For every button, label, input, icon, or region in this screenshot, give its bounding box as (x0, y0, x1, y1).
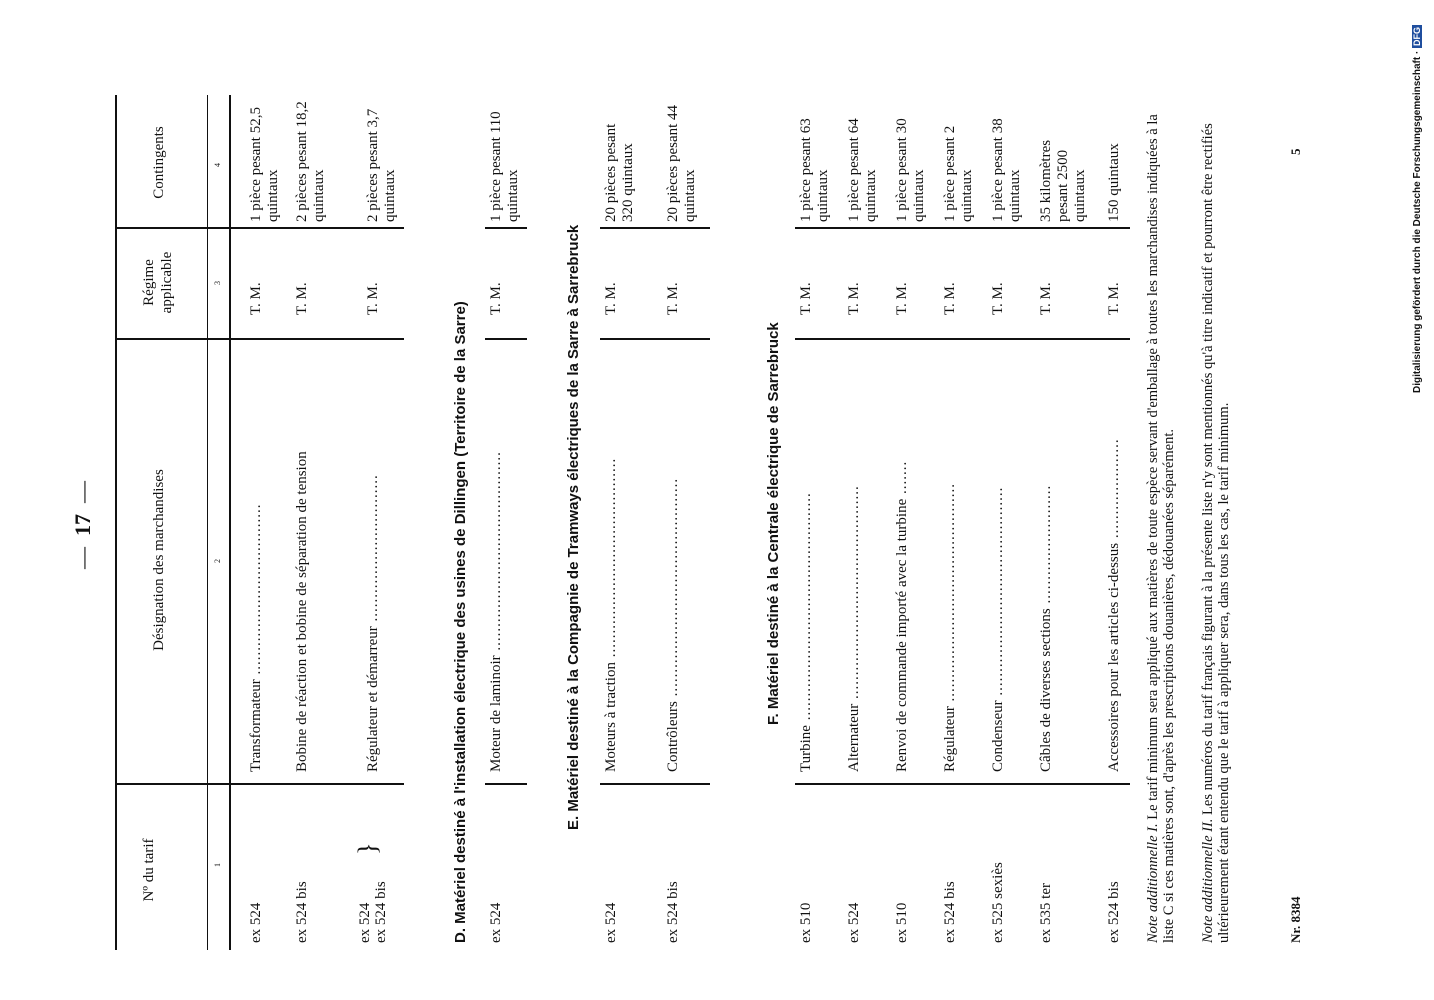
section-f-title: F. Matériel destiné à la Centrale électrique de Sarrebruck (765, 322, 782, 725)
designation: Accessoires pour les articles ci-dessus ..................... (1106, 438, 1122, 772)
table-row (248, 95, 288, 955)
regime: T. M. (990, 282, 1006, 315)
col-divider-d3 (485, 228, 527, 230)
col-divider-3b (229, 228, 404, 230)
footer-signature: 5 (1288, 148, 1303, 155)
designation: Câbles de diverses sections ......................... (1038, 484, 1054, 772)
tariff-number: ex 524 bis (665, 881, 681, 943)
note2-label: Note additionnelle II. (1200, 818, 1216, 943)
dfg-logo: DFG (1412, 26, 1422, 46)
col-divider-d1 (485, 784, 527, 786)
col-divider-1b (229, 784, 404, 786)
regime: T. M. (1106, 282, 1122, 315)
tariff-number: ex 524 bis (1106, 881, 1122, 943)
tariff-number: ex 524 (488, 902, 504, 943)
tariff-number: ex 535 ter (1038, 883, 1054, 943)
table-header-rule (207, 95, 208, 950)
regime: T. M. (942, 282, 958, 315)
col-divider-e3 (600, 228, 710, 230)
tariff-number: ex 524 bis (294, 881, 310, 943)
colno-1: 1 (213, 863, 222, 867)
brace: } (353, 842, 382, 855)
designation: Régulateur et démarreur ............................... (365, 474, 381, 772)
tariff-number: ex 524 ex 524 bis (357, 881, 389, 943)
rotated-content (60, 95, 1360, 955)
contingent: 1 pièce pesant 30 quintaux (894, 118, 927, 222)
tariff-number: ex 524 (846, 902, 862, 943)
tariff-number: ex 524 bis (942, 881, 958, 943)
page-number: — 17 — (70, 481, 95, 569)
contingent: 20 pièces pesant 320 quintaux (603, 123, 636, 222)
note1-label: Note additionnelle I. (1145, 823, 1161, 943)
regime: T. M. (1038, 282, 1054, 315)
col-divider-f2 (795, 339, 1130, 341)
contingent: 1 pièce pesant 38 quintaux (990, 118, 1023, 222)
regime: T. M. (846, 282, 862, 315)
regime: T. M. (894, 282, 910, 315)
regime: T. M. (798, 282, 814, 315)
regime: T. M. (248, 282, 264, 315)
designation: Moteur de laminoir .......................................... (488, 451, 504, 772)
tariff-number: ex 525 sexiès (990, 862, 1006, 943)
note2-text: Les numéros du tarif français figurant à la présente liste n'y sont mentionnés qu'à titre indicatif et pourront être rectifiés ultérieurement étant entendu que le tarif à appliquer sera, dans tous les cas, le tarif minimum. (1200, 123, 1232, 943)
table-row (294, 95, 334, 955)
contingent: 35 kilomètres pesant 2500 quintaux (1038, 139, 1088, 222)
designation: Turbine ................................................ (798, 492, 814, 772)
contingent: 1 pièce pesant 52,5 quintaux (248, 107, 281, 222)
regime: T. M. (294, 282, 310, 315)
designation: Renvoi de commande importé avec la turbine ....... (894, 460, 910, 772)
colno-2: 2 (213, 559, 222, 563)
designation: Alternateur ............................................. (846, 485, 862, 772)
section-e-title: E. Matériel destiné à la Compagnie de Tramways électriques de la Sarre à Sarrebruck (565, 224, 582, 830)
tariff-number: ex 510 (894, 902, 910, 943)
tariff-number: ex 510 (798, 902, 814, 943)
col-divider-e2 (600, 339, 710, 341)
section-d-title: D. Matériel destiné à l'installation électrique des usines de Dillingen (Territoire de la Sarre) (452, 301, 469, 943)
designation: Condenseur ............................................ (990, 486, 1006, 772)
regime: T. M. (488, 282, 504, 315)
col-divider-f3 (795, 228, 1130, 230)
regime: T. M. (665, 282, 681, 315)
contingent: 1 pièce pesant 64 quintaux (846, 118, 879, 222)
tariff-number: ex 524 (603, 902, 619, 943)
regime: T. M. (603, 282, 619, 315)
footer-reference: Nr. 8384 (1288, 896, 1303, 943)
table-colno-rule (229, 95, 231, 950)
col-divider-e1 (600, 784, 710, 786)
header-tariff: Nº du tarif (141, 838, 157, 902)
header-contingents: Contingents (151, 126, 167, 199)
col-divider-2b (229, 339, 404, 341)
table-top-rule (115, 95, 117, 950)
designation: Contrôleurs .............................................. (665, 477, 681, 772)
contingent: 1 pièce pesant 2 quintaux (942, 125, 975, 222)
header-designation: Désignation des marchandises (151, 469, 167, 651)
note-additionnelle-1 (1145, 98, 1177, 943)
col-divider-d2 (485, 339, 527, 341)
designation: Régulateur .............................................. (942, 482, 958, 772)
contingent: 1 pièce pesant 110 quintaux (488, 111, 521, 222)
designation: Transformateur .................................... (248, 503, 264, 772)
colno-3: 3 (213, 281, 222, 285)
note1-text: Le tarif minimum sera appliqué aux matières de toute espèce servant d'emballage à toutes les marchandises indiquées à la liste C si ces matières sont, d'après les prescriptions douanières, dédouanées séparément. (1145, 114, 1177, 943)
contingent: 2 pièces pesant 3,7 quintaux (365, 108, 398, 222)
contingent: 20 pièces pesant 44 quintaux (665, 104, 698, 222)
header-regime: Régime applicable (141, 251, 175, 314)
col-divider-f1 (795, 784, 1130, 786)
designation: Bobine de réaction et bobine de séparation de tension (294, 451, 310, 772)
table-row (353, 95, 405, 955)
tariff-number: ex 524 (248, 902, 264, 943)
note-additionnelle-2 (1200, 98, 1232, 943)
credit-text: Digitalisierung gefördert durch die Deutsche Forschungsgemeinschaft (1412, 56, 1423, 393)
designation: Moteurs à traction .......................................... (603, 457, 619, 772)
contingent: 1 pièce pesant 63 quintaux (798, 118, 831, 222)
colno-4: 4 (213, 163, 222, 167)
contingent: 2 pièces pesant 18,2 quintaux (294, 101, 327, 222)
regime: T. M. (365, 282, 381, 315)
digitization-credit: Digitalisierung gefördert durch die Deutsche Forschungsgemeinschaft · DFG (1412, 26, 1423, 393)
contingent: 150 quintaux (1106, 143, 1122, 222)
